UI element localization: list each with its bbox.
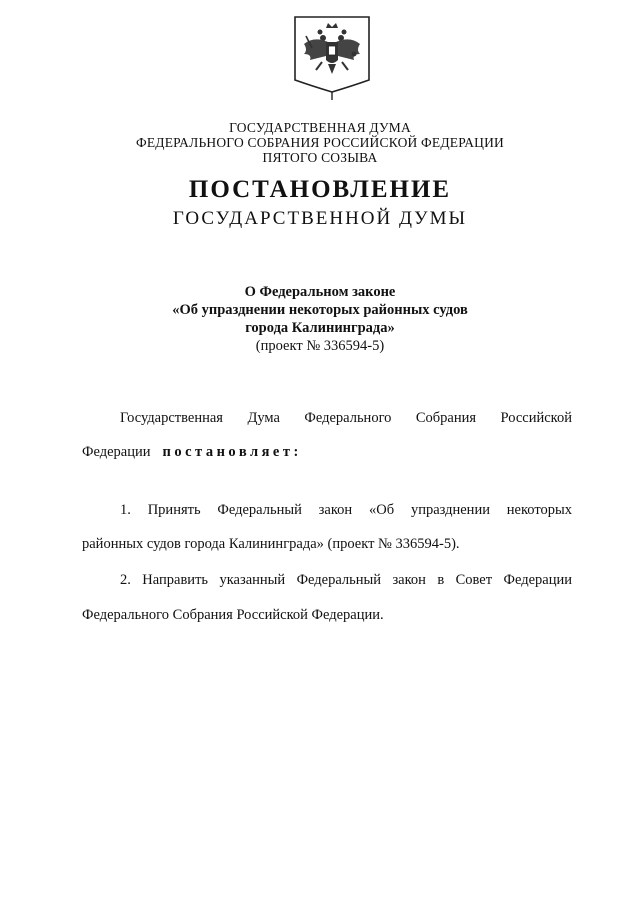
coat-of-arms-icon — [292, 14, 372, 104]
document-type-title: ПОСТАНОВЛЕНИЕ — [188, 176, 452, 203]
item1-line1: 1. Принять Федеральный закон «Об упразднении некоторых — [120, 502, 572, 518]
org-name-line2: ФЕДЕРАЛЬНОГО СОБРАНИЯ РОССИЙСКОЙ ФЕДЕРАЦИИ — [136, 135, 504, 150]
bill-number: (проект № 336594-5) — [255, 338, 385, 354]
intro-federation-word: Федерации — [82, 444, 151, 460]
decree-word: постановляет: — [162, 444, 302, 460]
intro-line2 — [82, 442, 572, 462]
intro-line1: Государственная Дума Федерального Собрания Российской — [120, 410, 572, 426]
subject-line1: О Федеральном законе — [244, 284, 396, 300]
org-name-line1: ГОСУДАРСТВЕННАЯ ДУМА — [229, 120, 411, 135]
item2-line1: 2. Направить указанный Федеральный закон в Совет Федерации — [120, 572, 572, 588]
item2-line2: Федерального Собрания Российской Федерации. — [82, 607, 384, 623]
subject-line3: города Калининграда» — [245, 320, 395, 336]
item1-line2: районных судов города Калининграда» (проект № 336594-5). — [82, 536, 460, 552]
document-issuer-subtitle: ГОСУДАРСТВЕННОЙ ДУМЫ — [172, 208, 468, 229]
convocation-line: ПЯТОГО СОЗЫВА — [262, 150, 378, 165]
subject-line2: «Об упразднении некоторых районных судов — [172, 302, 468, 318]
